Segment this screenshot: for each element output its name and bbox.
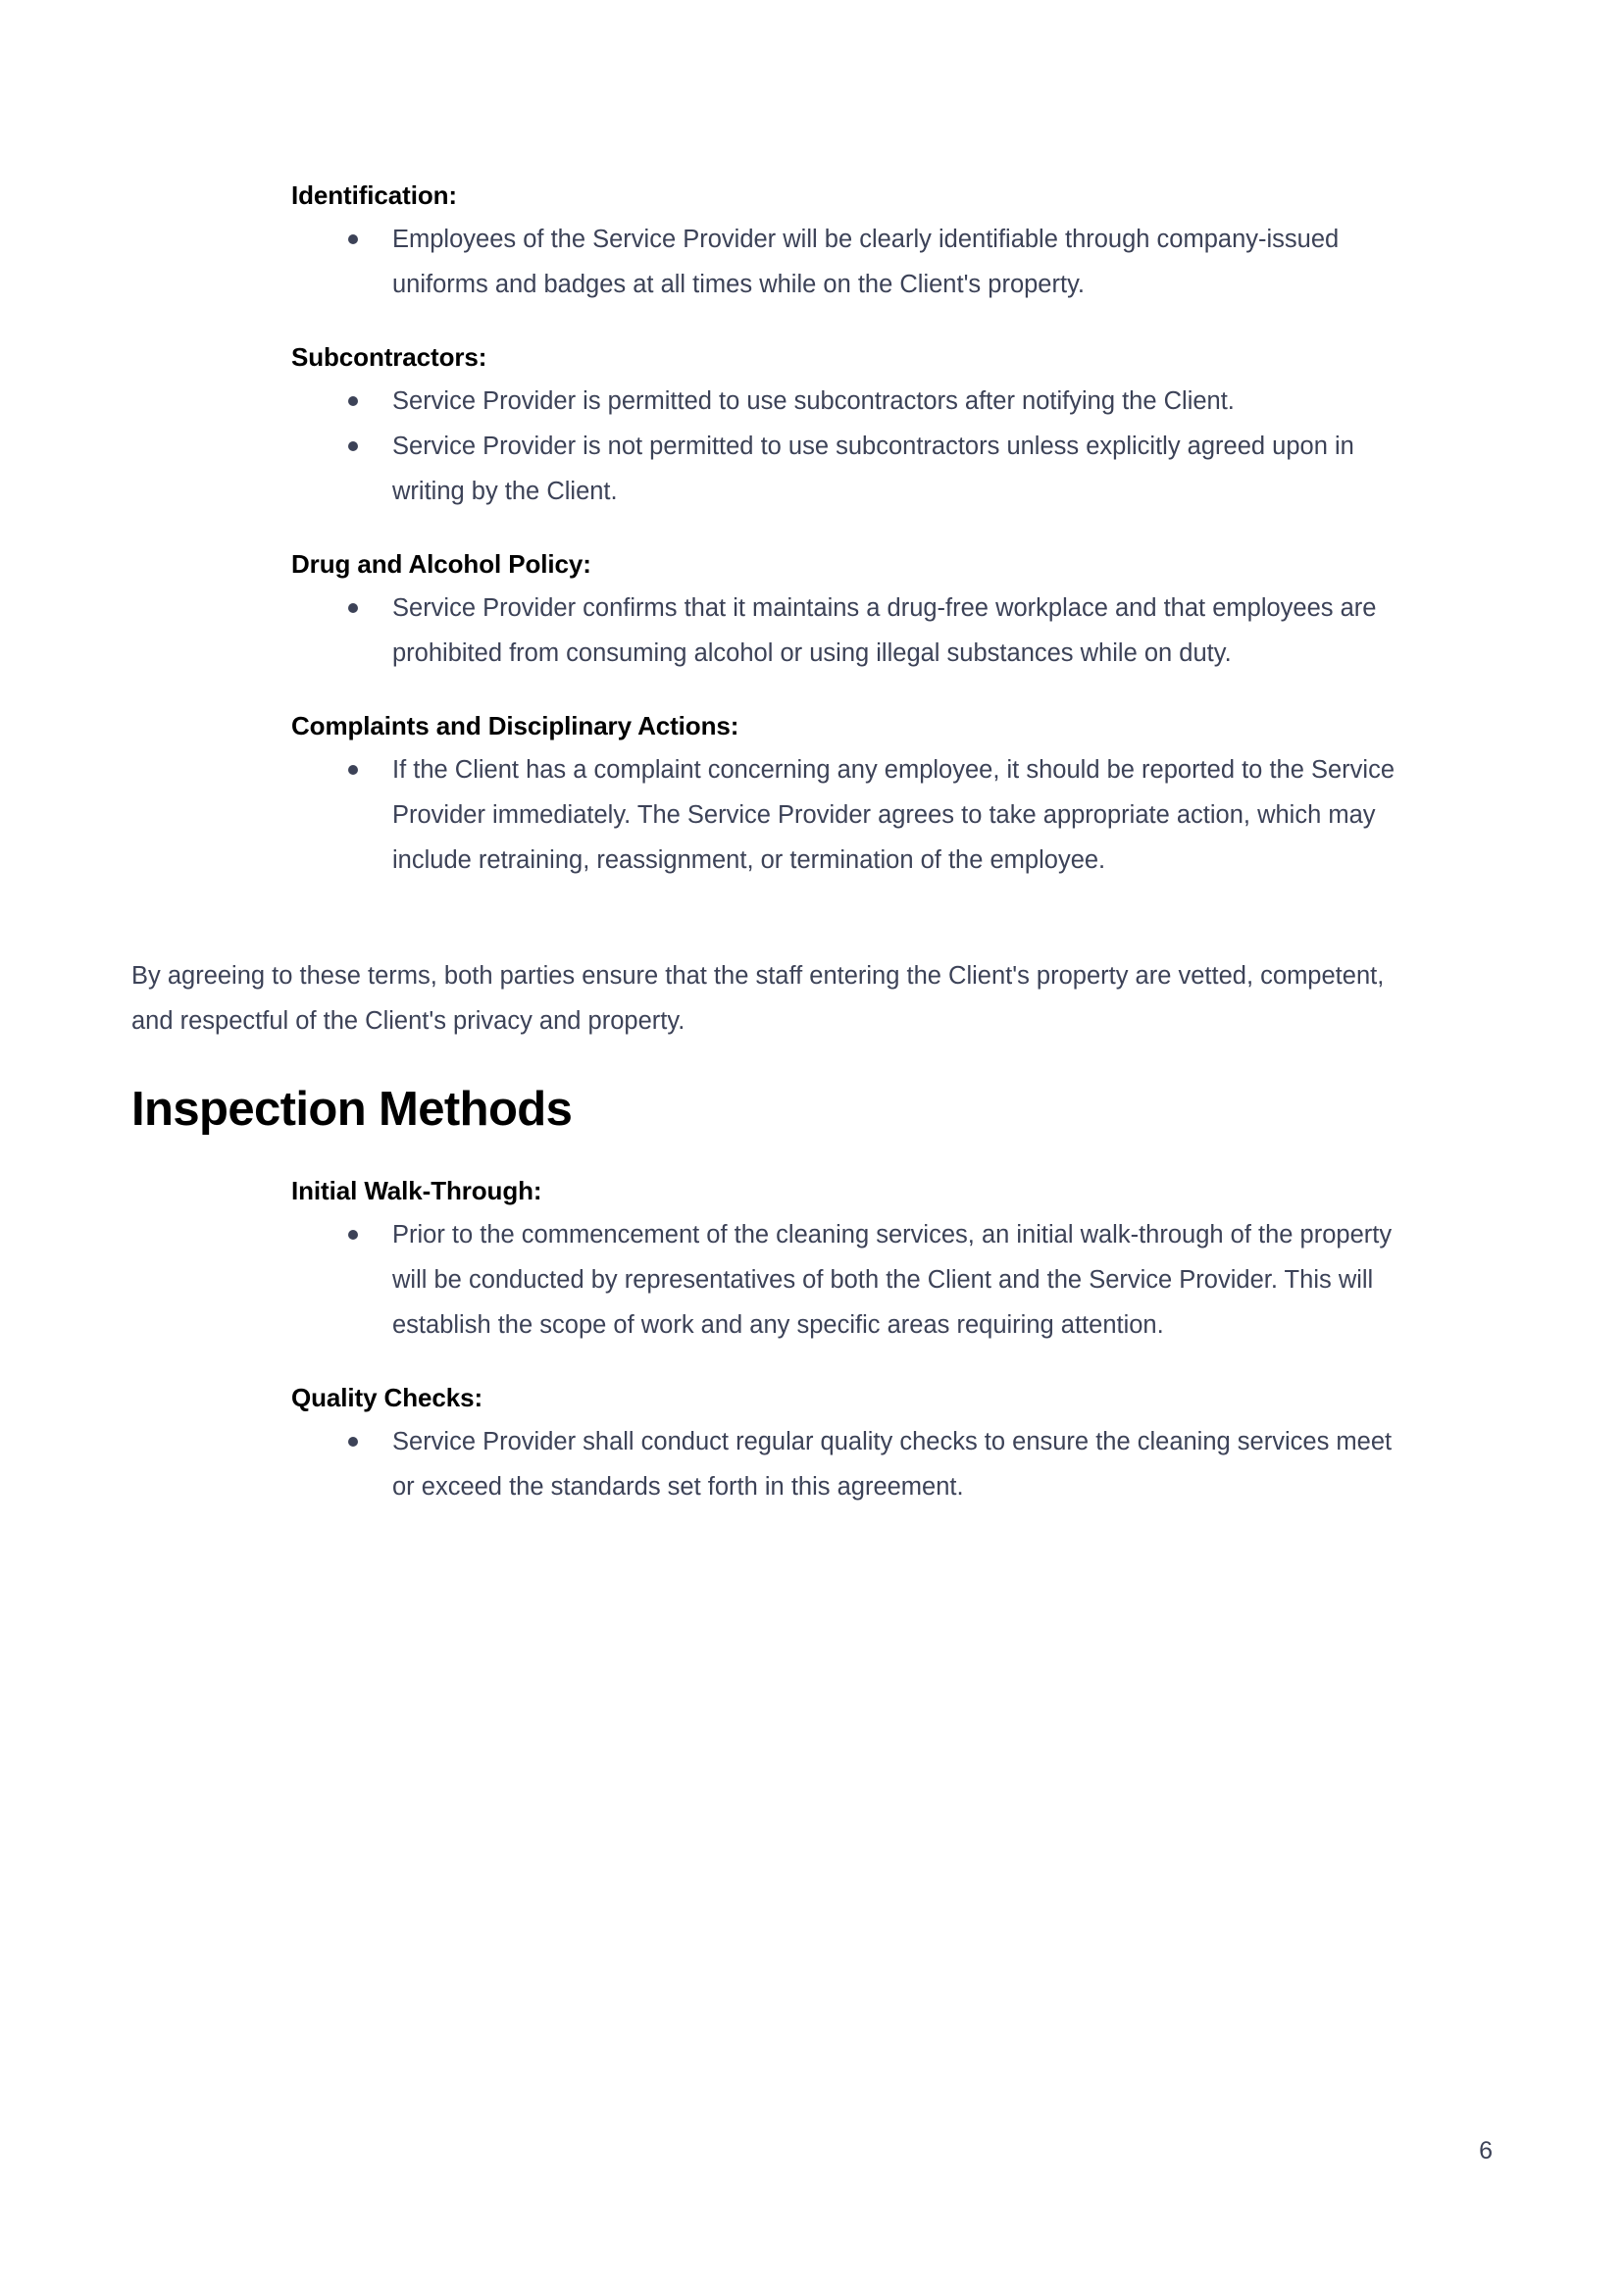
- list-item-text: Prior to the commencement of the cleaning services, an initial walk-through of the property will be conducted by representatives of both the Client and the Service Provider. This will establish the scope of work and any specific areas requiring attention.: [392, 1221, 1393, 1340]
- section-title: Complaints and Disciplinary Actions:: [291, 711, 739, 741]
- section-complaints-and-disciplinary-actions: [291, 709, 1416, 883]
- section-title: Initial Walk-Through:: [291, 1176, 542, 1206]
- list-item: [291, 586, 1416, 676]
- bullet-list: [291, 586, 1416, 676]
- page-title: Inspection Methods: [131, 1083, 573, 1137]
- section-quality-checks: [291, 1381, 1416, 1509]
- list-item: [291, 1212, 1416, 1348]
- bullet-list: [291, 747, 1416, 883]
- bullet-list: [291, 1419, 1416, 1509]
- section-drug-and-alcohol-policy: [291, 547, 1416, 676]
- list-item: [291, 1419, 1416, 1509]
- list-item: [291, 217, 1416, 307]
- list-item-text: Service Provider shall conduct regular quality checks to ensure the cleaning services meet or exceed the standards set forth in this agreement.: [392, 1428, 1393, 1502]
- list-item-text: Service Provider confirms that it maintains a drug-free workplace and that employees are prohibited from consuming alcohol or using illegal substances while on duty.: [392, 594, 1377, 668]
- list-item-text: Service Provider is not permitted to use subcontractors unless explicitly agreed upon in writing by the Client.: [392, 433, 1354, 506]
- section-title: Quality Checks:: [291, 1383, 483, 1413]
- section-initial-walk-through: [291, 1174, 1416, 1348]
- list-item-text: Employees of the Service Provider will be clearly identifiable through company-issued uniforms and badges at all times while on the Client's property.: [392, 226, 1340, 299]
- spacer: [131, 1044, 1416, 1081]
- section-title: Subcontractors:: [291, 342, 487, 373]
- section-subcontractors: [291, 340, 1416, 514]
- list-item: [291, 747, 1416, 883]
- section-title: Drug and Alcohol Policy:: [291, 549, 591, 580]
- bullet-dot-icon: [348, 765, 358, 775]
- list-item-text: If the Client has a complaint concerning any employee, it should be reported to the Service Provider immediately. The Service Provider agrees to take appropriate action, which may include retraining, reassignment, or termination of the employee.: [392, 756, 1396, 875]
- page-content: [131, 178, 1416, 1543]
- bullet-dot-icon: [348, 441, 358, 451]
- bullet-dot-icon: [348, 1230, 358, 1240]
- bullet-dot-icon: [348, 396, 358, 406]
- page-number: 6: [1479, 2137, 1493, 2165]
- bullet-dot-icon: [348, 1437, 358, 1447]
- bullet-list: [291, 379, 1416, 514]
- section-identification: [291, 178, 1416, 307]
- section-title: Identification:: [291, 180, 457, 210]
- spacer: [131, 1139, 1416, 1174]
- list-item: [291, 424, 1416, 514]
- bullet-list: [291, 1212, 1416, 1348]
- bullet-dot-icon: [348, 234, 358, 244]
- bullet-dot-icon: [348, 603, 358, 613]
- list-item: [291, 379, 1416, 424]
- bullet-list: [291, 217, 1416, 307]
- closing-paragraph: By agreeing to these terms, both parties ensure that the staff entering the Client's property are vetted, competent, and respectful of the Client's privacy and property.: [131, 962, 1385, 1036]
- spacer: [131, 916, 1416, 953]
- list-item-text: Service Provider is permitted to use subcontractors after notifying the Client.: [392, 387, 1235, 416]
